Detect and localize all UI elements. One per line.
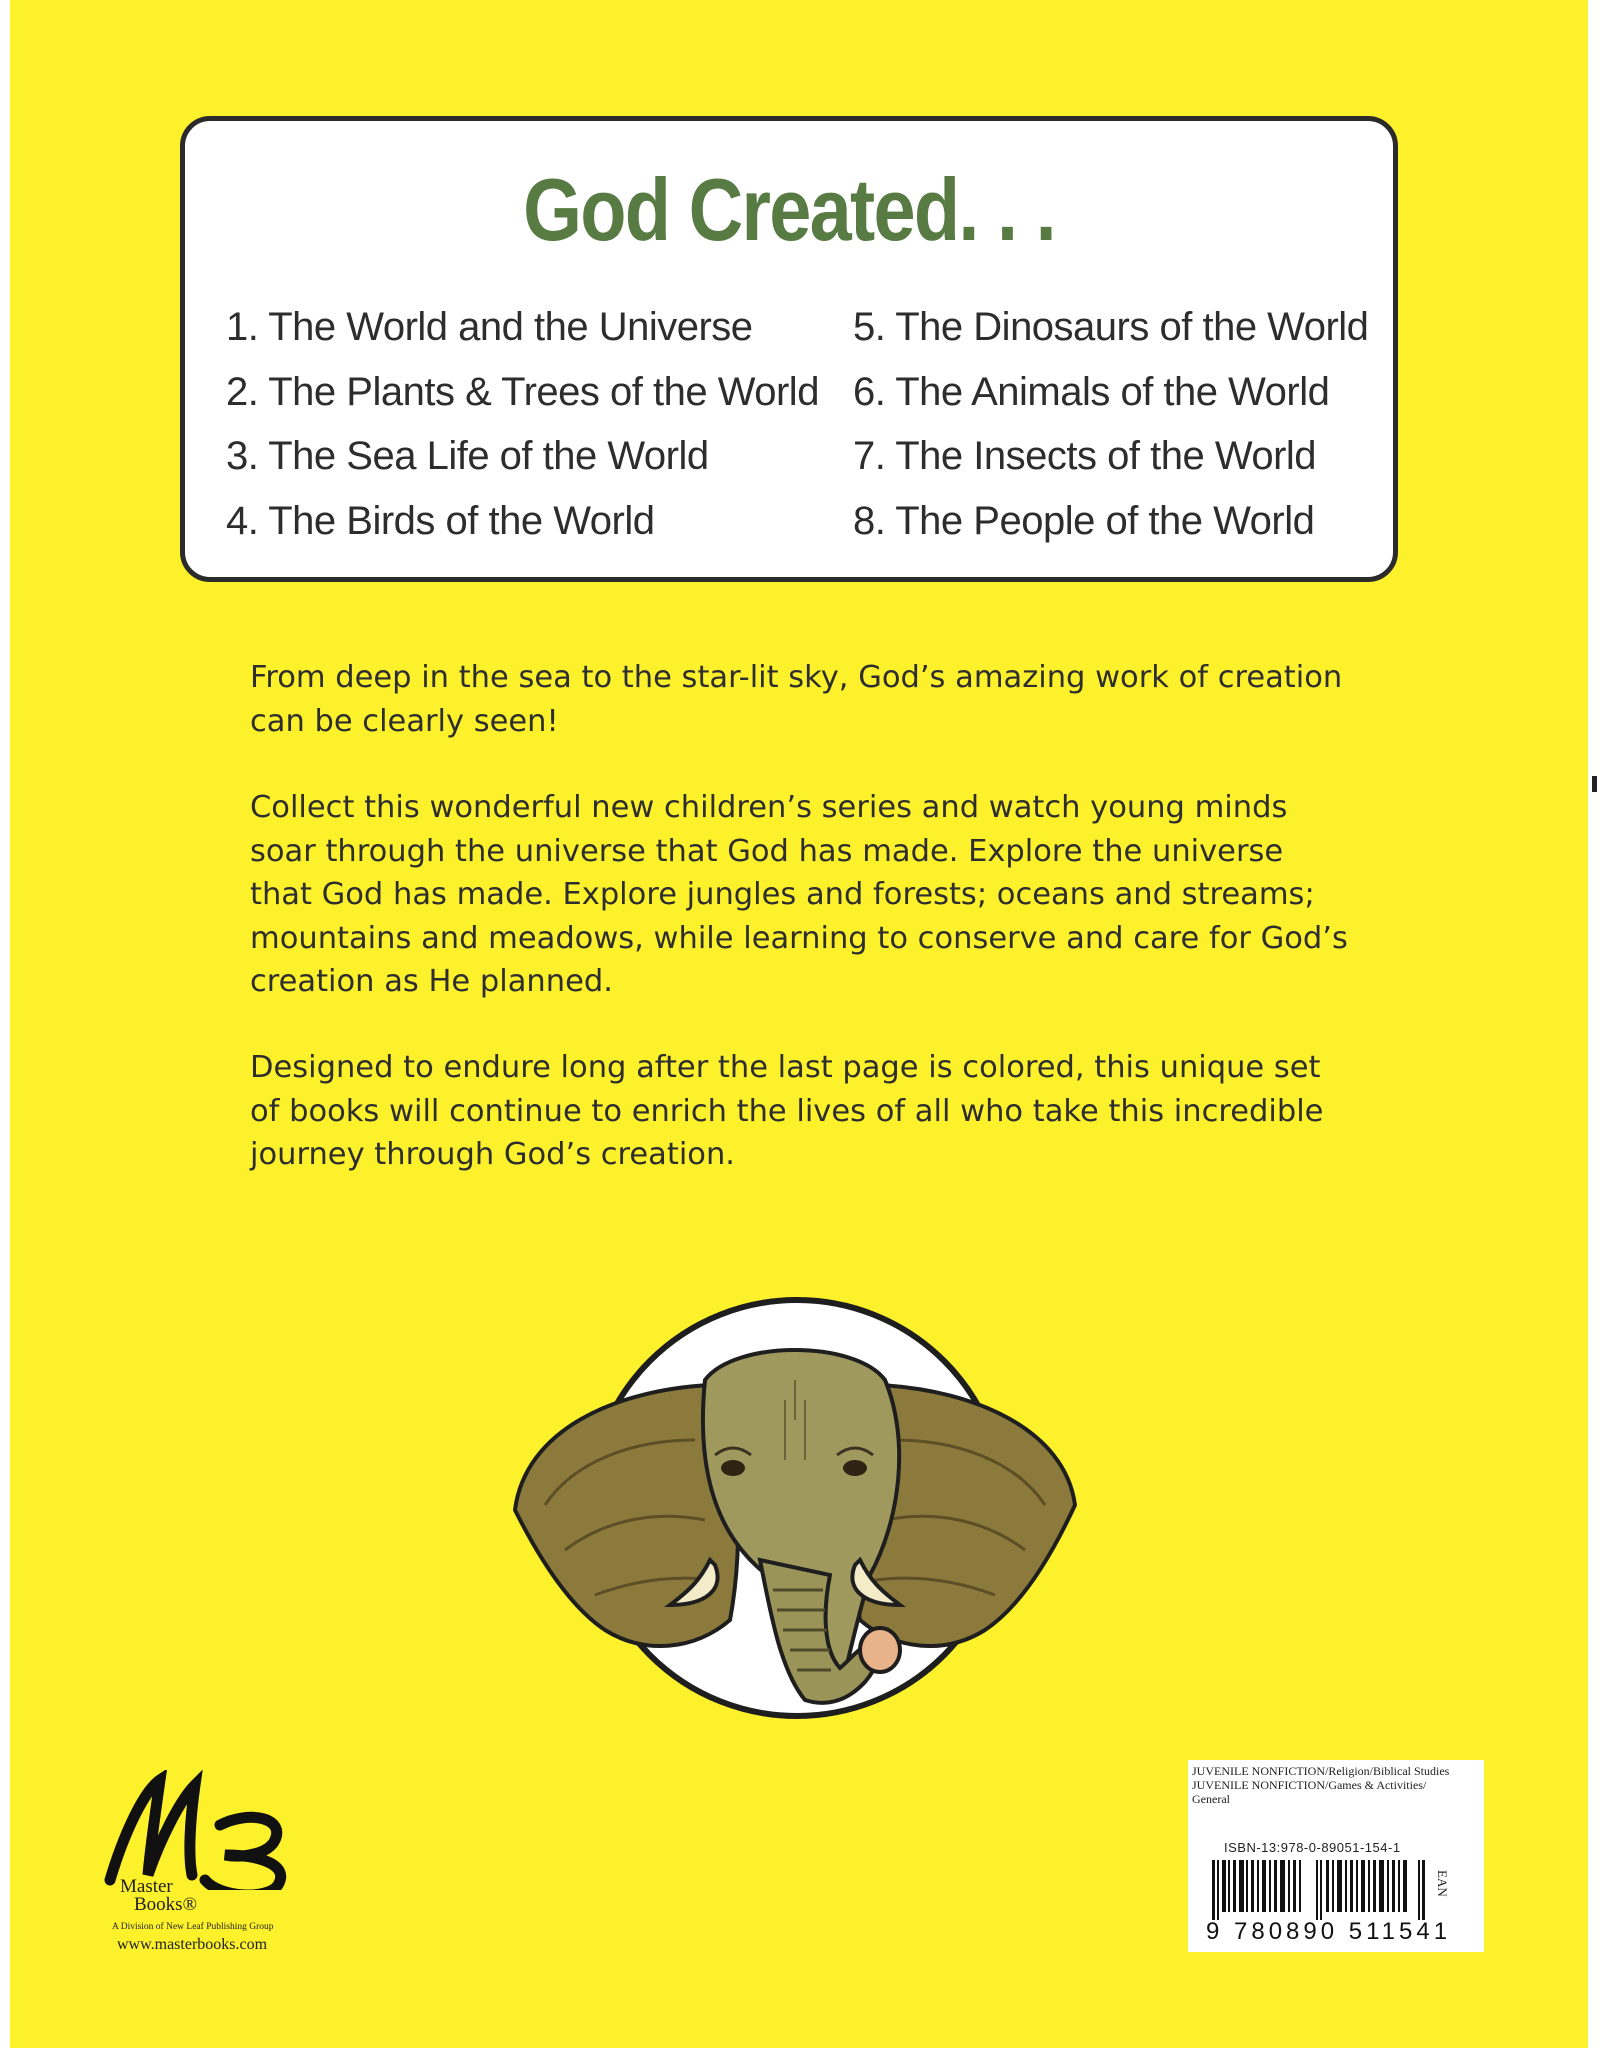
isbn-text: ISBN-13:978-0-89051-154-1 <box>1224 1840 1401 1855</box>
series-item: 2. The Plants & Trees of the World <box>226 369 819 414</box>
bisac-line: JUVENILE NONFICTION/Games & Activities/ <box>1192 1778 1427 1792</box>
elephant-icon <box>505 1290 1085 1720</box>
blurb-paragraph-2: Collect this wonderful new children’s series and watch young minds soar through the universe that God has made. Explore the universe that God has made. Explore jungles and forests; oceans and streams; mountains and meadows, while learning to conserve and care for God’s creation as He planned. <box>250 790 1348 999</box>
elephant-illustration <box>505 1290 1085 1720</box>
bisac-line: JUVENILE NONFICTION/Religion/Biblical Studies <box>1192 1764 1450 1778</box>
edge-mark <box>1592 776 1597 792</box>
publisher-url: www.masterbooks.com <box>117 1936 268 1953</box>
series-item: 8. The People of the World <box>853 498 1315 543</box>
publisher-name-line1: Master <box>120 1876 173 1897</box>
barcode-bars-icon <box>1212 1860 1432 1920</box>
series-item: 5. The Dinosaurs of the World <box>853 305 1369 349</box>
series-item: 4. The Birds of the World <box>226 498 655 543</box>
barcode-box <box>1188 1760 1484 1952</box>
series-item: 6. The Animals of the World <box>853 369 1330 414</box>
series-item: 3. The Sea Life of the World <box>226 434 709 478</box>
series-list-right <box>853 295 1368 553</box>
publisher-name-line2: Books® <box>134 1894 198 1915</box>
series-title: God Created. . . <box>523 160 1055 259</box>
series-list-box <box>180 116 1398 582</box>
publisher-division: A Division of New Leaf Publishing Group <box>112 1922 274 1932</box>
blurb-paragraph-3: Designed to endure long after the last page is colored, this unique set of books will continue to enrich the lives of all who take this incredible journey through God’s creation. <box>250 1050 1324 1172</box>
series-item: 7. The Insects of the World <box>853 434 1317 478</box>
bisac-line: General <box>1192 1792 1230 1806</box>
series-list-left <box>226 295 819 553</box>
bisac-categories <box>1192 1764 1449 1806</box>
publisher-logo <box>100 1770 340 1960</box>
blurb-paragraph-1: From deep in the sea to the star-lit sky, God’s amazing work of creation can be clearly seen! <box>250 660 1343 739</box>
barcode-number: 9 780890 511541 <box>1206 1918 1452 1945</box>
series-item: 1. The World and the Universe <box>226 305 753 349</box>
mb-monogram-icon <box>100 1770 290 1890</box>
ean-label: EAN <box>1435 1870 1450 1897</box>
